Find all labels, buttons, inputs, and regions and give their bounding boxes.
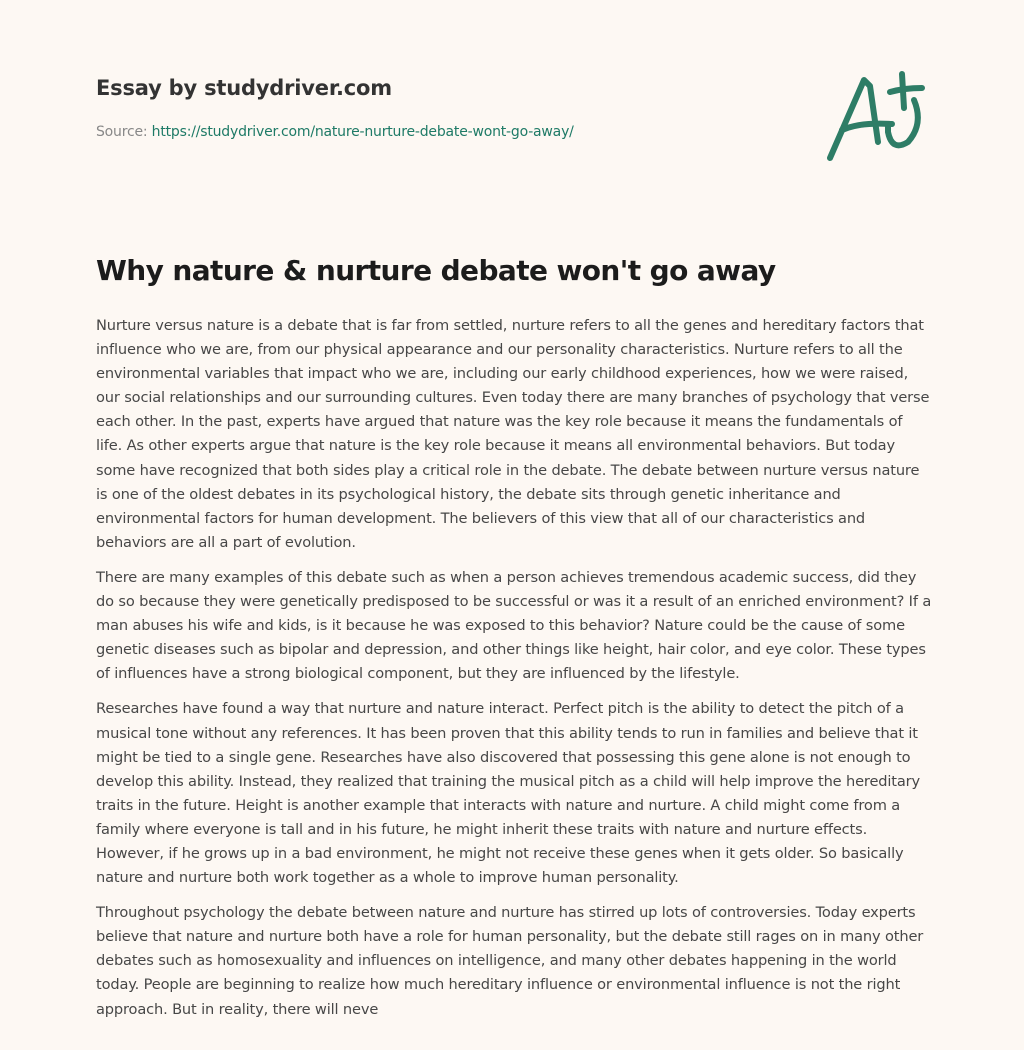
source-line: [96, 124, 574, 140]
essay-paragraph: Throughout psychology the debate between nature and nurture has stirred up lots of controversies. Today experts believe that nature and nurture both have a role for human personality, but the debate still rages on in many other debates such as homosexuality and influences on intelligence, and many other debates happening in the world today. People are beginning to realize how much hereditary influence or environmental influence is not the right approach. But in reality, there will neve: [96, 904, 924, 1018]
essay-paragraph: Nurture versus nature is a debate that is far from settled, nurture refers to all the genes and hereditary factors that influence who we are, from our physical appearance and our personality characteristics. Nurture refers to all the environmental variables that impact who we are, including our early childhood experiences, how we were raised, our social relationships and our surrounding cultures. Even today there are many branches of psychology that verse each other. In the past, experts have argued that nature was the key role because it means the fundamentals of life. As other experts argue that nature is the key role because it means all environmental behaviors. But today some have recognized that both sides play a critical role in the debate. The debate between nurture versus nature is one of the oldest debates in its psychological history, the debate sits through genetic inheritance and environmental factors for human development. The believers of this view that all of our characteristics and behaviors are all a part of evolution.: [96, 317, 930, 551]
essay-title: Why nature & nurture debate won't go away: [96, 254, 776, 287]
a-plus-grade-icon: [820, 66, 932, 166]
essay-body: [96, 314, 932, 1033]
essay-paragraph: Researches have found a way that nurture and nature interact. Perfect pitch is the ability to detect the pitch of a musical tone without any references. It has been proven that this ability tends to run in families and believe that it might be tied to a single gene. Researches have also discovered that possessing this gene alone is not enough to develop this ability. Instead, they realized that training the musical pitch as a child will help improve the hereditary traits in the future. Height is another example that interacts with nature and nurture. A child might come from a family where everyone is tall and in his future, he might inherit these traits with nature and nurture effects. However, if he grows up in a bad environment, he might not receive these genes when it gets older. So basically nature and nurture both work together as a whole to improve human personality.: [96, 700, 920, 887]
source-label: Source:: [96, 124, 152, 140]
site-brand: Essay by studydriver.com: [96, 76, 392, 100]
essay-paragraph: There are many examples of this debate such as when a person achieves tremendous academic success, did they do so because they were genetically predisposed to be successful or was it a result of an enriched environment? If a man abuses his wife and kids, is it because he was exposed to this behavior? Nature could be the cause of some genetic diseases such as bipolar and depression, and other things like height, hair color, and eye color. These types of influences have a strong biological component, but they are influenced by the lifestyle.: [96, 568, 932, 683]
source-link[interactable]: https://studydriver.com/nature-nurture-debate-wont-go-away/: [151, 124, 574, 140]
